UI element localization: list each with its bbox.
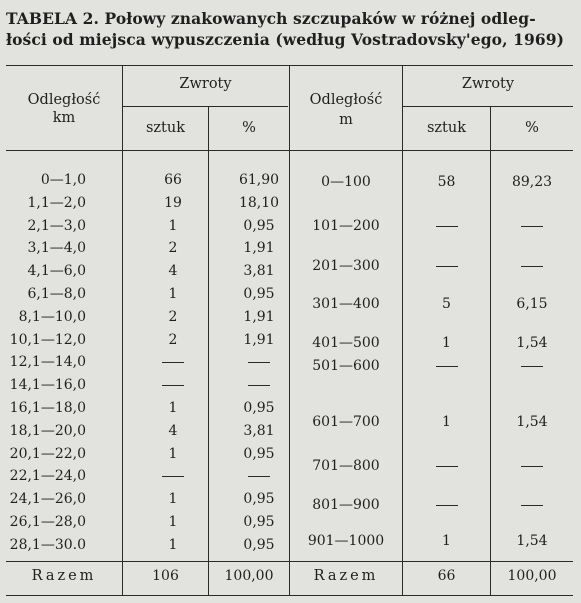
left-row-count: 4 [168, 263, 178, 280]
right-row-percent: 1,54 [516, 335, 548, 351]
right-row-percent [491, 458, 573, 474]
left-row-percent: 61,90 [238, 172, 280, 188]
table-bottom-rule [6, 595, 573, 596]
right-row-count [403, 458, 490, 474]
right-row-count: 5 [442, 296, 451, 312]
left-row-percent: 1,91 [243, 240, 275, 257]
left-row-percent: 1,91 [243, 308, 275, 325]
dash-mark [521, 366, 543, 367]
left-row-range: 12,1—14,0 [9, 354, 86, 371]
right-row-range: 701—800 [312, 458, 380, 474]
left-row-count: 2 [168, 240, 178, 257]
dash-mark [248, 476, 270, 477]
left-row-count: 4 [168, 422, 178, 439]
right-percent-header: % [525, 120, 539, 136]
left-row-range: 14,1—16,0 [9, 377, 86, 394]
right-unit-header: m [339, 112, 353, 128]
left-row-percent: 18,10 [238, 194, 280, 211]
left-count-header: sztuk [145, 120, 186, 136]
left-row-count: 2 [168, 308, 178, 325]
left-row-range: 24,1—26,0 [9, 491, 86, 508]
left-row-range: 28,1—30.0 [9, 536, 86, 553]
right-row-range: 801—900 [312, 497, 380, 513]
right-row-percent: 89,23 [511, 174, 553, 190]
left-row-percent: 0,95 [243, 400, 275, 416]
left-row-count: 1 [168, 217, 178, 234]
left-total-count: 106 [152, 568, 179, 584]
table-caption [6, 8, 576, 50]
left-row-range: 20,1—22,0 [9, 445, 86, 462]
left-row-count: 1 [168, 286, 178, 302]
left-row-range: 6,1—8,0 [27, 286, 86, 302]
dash-mark [436, 505, 458, 506]
right-row-range: 601—700 [312, 414, 380, 430]
left-row-count: 19 [164, 194, 182, 211]
caption-line-2: łości od miejsca wypuszczenia (według Vostradovsky'ego, 1969) [6, 30, 565, 49]
left-row-count [123, 377, 223, 393]
right-row-count: 1 [442, 414, 451, 430]
right-row-count: 1 [442, 533, 451, 549]
right-row-count: 58 [437, 174, 456, 190]
right-col-divider [402, 66, 403, 595]
dash-mark [162, 362, 184, 363]
right-row-percent: 6,15 [516, 296, 548, 312]
left-row-count [123, 468, 223, 484]
left-row-count: 1 [168, 445, 178, 462]
right-row-percent [491, 497, 573, 513]
right-total-count: 66 [437, 568, 456, 584]
left-row-percent: 3,81 [243, 422, 275, 439]
left-row-range: 8,1—10,0 [18, 308, 86, 325]
left-row-range: 4,1—6,0 [27, 263, 86, 280]
right-distance-header: Odległość [309, 92, 383, 108]
left-row-count: 1 [168, 536, 178, 553]
left-row-percent [209, 377, 309, 393]
dash-mark [521, 466, 543, 467]
right-returns-header: Zwroty [461, 76, 515, 92]
left-distance-header: Odległość [27, 92, 101, 108]
right-row-count [403, 497, 490, 513]
left-row-percent: 3,81 [243, 263, 275, 280]
dash-mark [436, 466, 458, 467]
right-row-count: 1 [442, 335, 451, 351]
right-row-range: 501—600 [312, 358, 380, 374]
left-total-percent: 100,00 [224, 568, 274, 584]
left-row-range: 1,1—2,0 [27, 194, 86, 211]
right-row-range: 201—300 [312, 258, 380, 274]
dash-mark [162, 476, 184, 477]
left-row-range: 10,1—12,0 [9, 331, 86, 348]
left-row-count: 1 [168, 400, 178, 416]
dash-mark [248, 362, 270, 363]
right-row-range: 301—400 [312, 296, 380, 312]
right-row-percent: 1,54 [516, 414, 548, 430]
right-returns-rule [403, 106, 573, 107]
right-row-percent [491, 218, 573, 234]
dash-mark [436, 226, 458, 227]
left-row-range: 2,1—3,0 [27, 217, 86, 234]
left-row-range: 3,1—4,0 [27, 240, 86, 257]
right-row-range: 101—200 [312, 218, 380, 234]
left-row-range: 16,1—18,0 [9, 400, 86, 416]
caption-line-1: TABELA 2. Połowy znakowanych szczupaków w różnej odleg- [6, 9, 536, 28]
left-row-percent: 0,95 [243, 217, 275, 234]
left-returns-header: Zwroty [179, 76, 232, 92]
dash-mark [248, 385, 270, 386]
right-total-percent: 100,00 [507, 568, 557, 584]
right-row-range: 901—1000 [307, 533, 385, 549]
left-row-percent: 0,95 [243, 286, 275, 302]
right-row-percent: 1,54 [516, 533, 548, 549]
dash-mark [436, 366, 458, 367]
left-unit-header: km [52, 110, 76, 126]
left-row-percent: 0,95 [243, 514, 275, 530]
dash-mark [521, 226, 543, 227]
left-row-count [123, 354, 223, 370]
left-total-label: Razem [31, 568, 97, 584]
dash-mark [521, 505, 543, 506]
dash-mark [162, 385, 184, 386]
dash-mark [521, 266, 543, 267]
right-row-count [403, 358, 490, 374]
right-row-range: 0—100 [321, 174, 371, 190]
left-row-count: 1 [168, 514, 178, 530]
right-row-count [403, 218, 490, 234]
left-row-percent: 0,95 [243, 536, 275, 553]
left-row-count: 2 [168, 331, 178, 348]
right-row-range: 401—500 [312, 335, 380, 351]
right-row-count [403, 258, 490, 274]
left-row-range: 22,1—24,0 [9, 468, 86, 485]
right-row-percent [491, 358, 573, 374]
right-total-label: Razem [313, 568, 379, 584]
right-row-percent [491, 258, 573, 274]
left-row-percent: 1,91 [243, 331, 275, 348]
left-row-range: 26,1—28,0 [9, 514, 86, 530]
left-row-count: 66 [164, 172, 182, 188]
left-row-percent: 0,95 [243, 491, 275, 508]
left-percent-header: % [242, 120, 256, 136]
left-row-count: 1 [168, 491, 178, 508]
left-row-range: 18,1—20,0 [9, 422, 86, 439]
left-row-range: 0—1,0 [40, 172, 86, 188]
dash-mark [436, 266, 458, 267]
left-row-percent: 0,95 [243, 445, 275, 462]
right-count-header: sztuk [426, 120, 467, 136]
left-returns-rule [123, 106, 288, 107]
